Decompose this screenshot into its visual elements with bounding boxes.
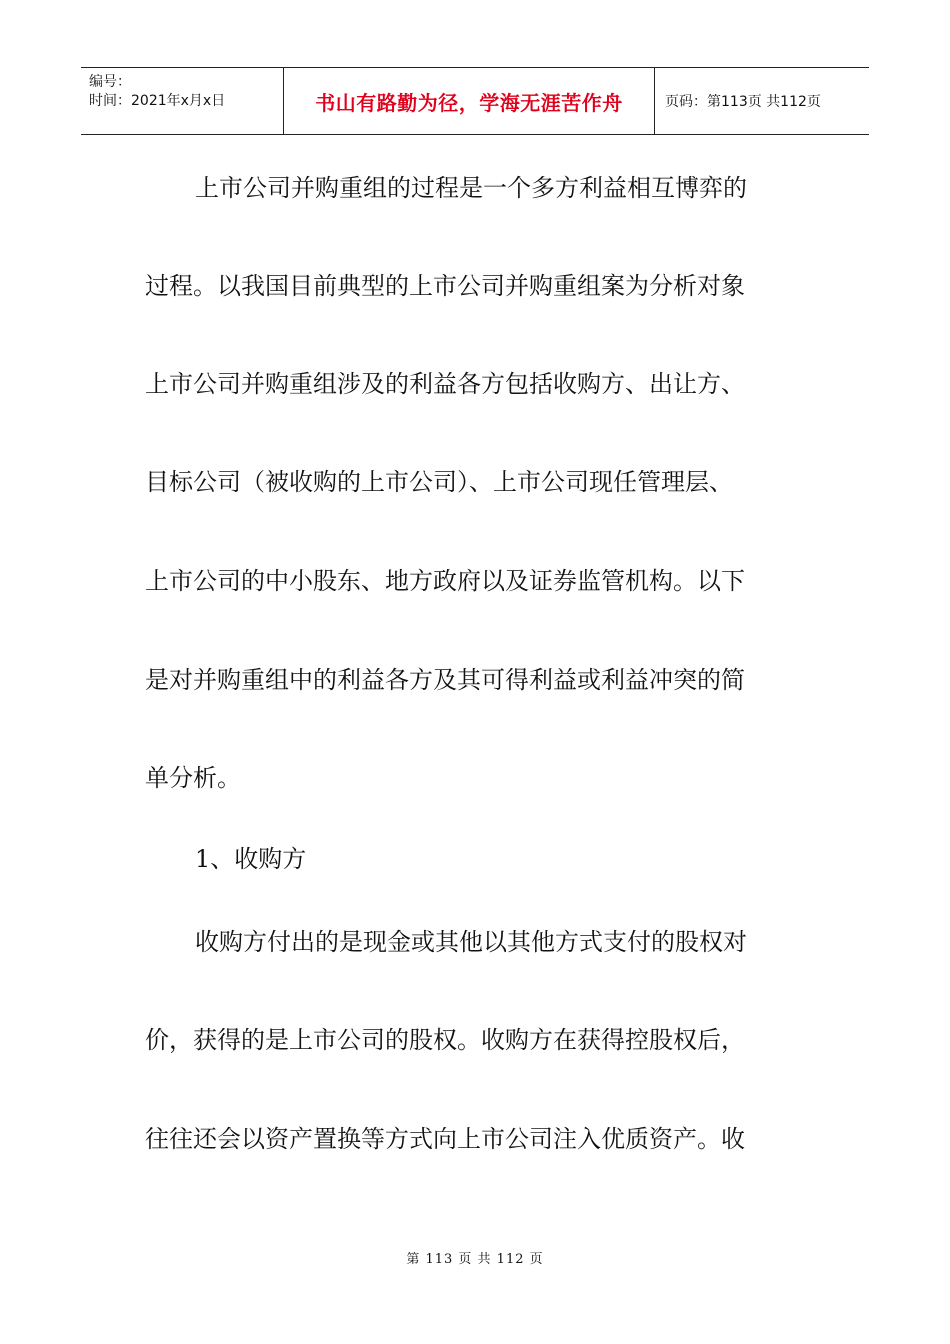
header-page-label: 页码：第113页 共112页 <box>665 94 821 110</box>
body-line-10: 价，获得的是上市公司的股权。收购方在获得控股权后， <box>145 1026 745 1054</box>
body-line-6: 是对并购重组中的利益各方及其可得利益或利益冲突的简 <box>145 666 745 694</box>
body-line-5: 上市公司的中小股东、地方政府以及证券监管机构。以下 <box>145 567 745 595</box>
number-label: 编号： <box>89 74 131 90</box>
document-header <box>81 67 869 135</box>
section-heading: 1、收购方 <box>195 845 307 873</box>
body-line-4: 目标公司（被收购的上市公司）、上市公司现任管理层、 <box>145 468 733 496</box>
body-line-7: 单分析。 <box>145 764 241 792</box>
body-line-11: 往往还会以资产置换等方式向上市公司注入优质资产。收 <box>145 1125 745 1153</box>
body-line-2: 过程。以我国目前典型的上市公司并购重组案为分析对象 <box>145 272 745 300</box>
header-meta <box>81 68 283 134</box>
page-footer: 第 113 页 共 112 页 <box>406 1252 544 1267</box>
header-motto: 书山有路勤为径，学海无涯苦作舟 <box>283 68 655 134</box>
body-line-9: 收购方付出的是现金或其他以其他方式支付的股权对 <box>195 928 747 956</box>
date-label: 时间：2021年x月x日 <box>89 93 226 109</box>
body-line-1: 上市公司并购重组的过程是一个多方利益相互博弈的 <box>195 174 747 202</box>
body-line-3: 上市公司并购重组涉及的利益各方包括收购方、出让方、 <box>145 370 745 398</box>
